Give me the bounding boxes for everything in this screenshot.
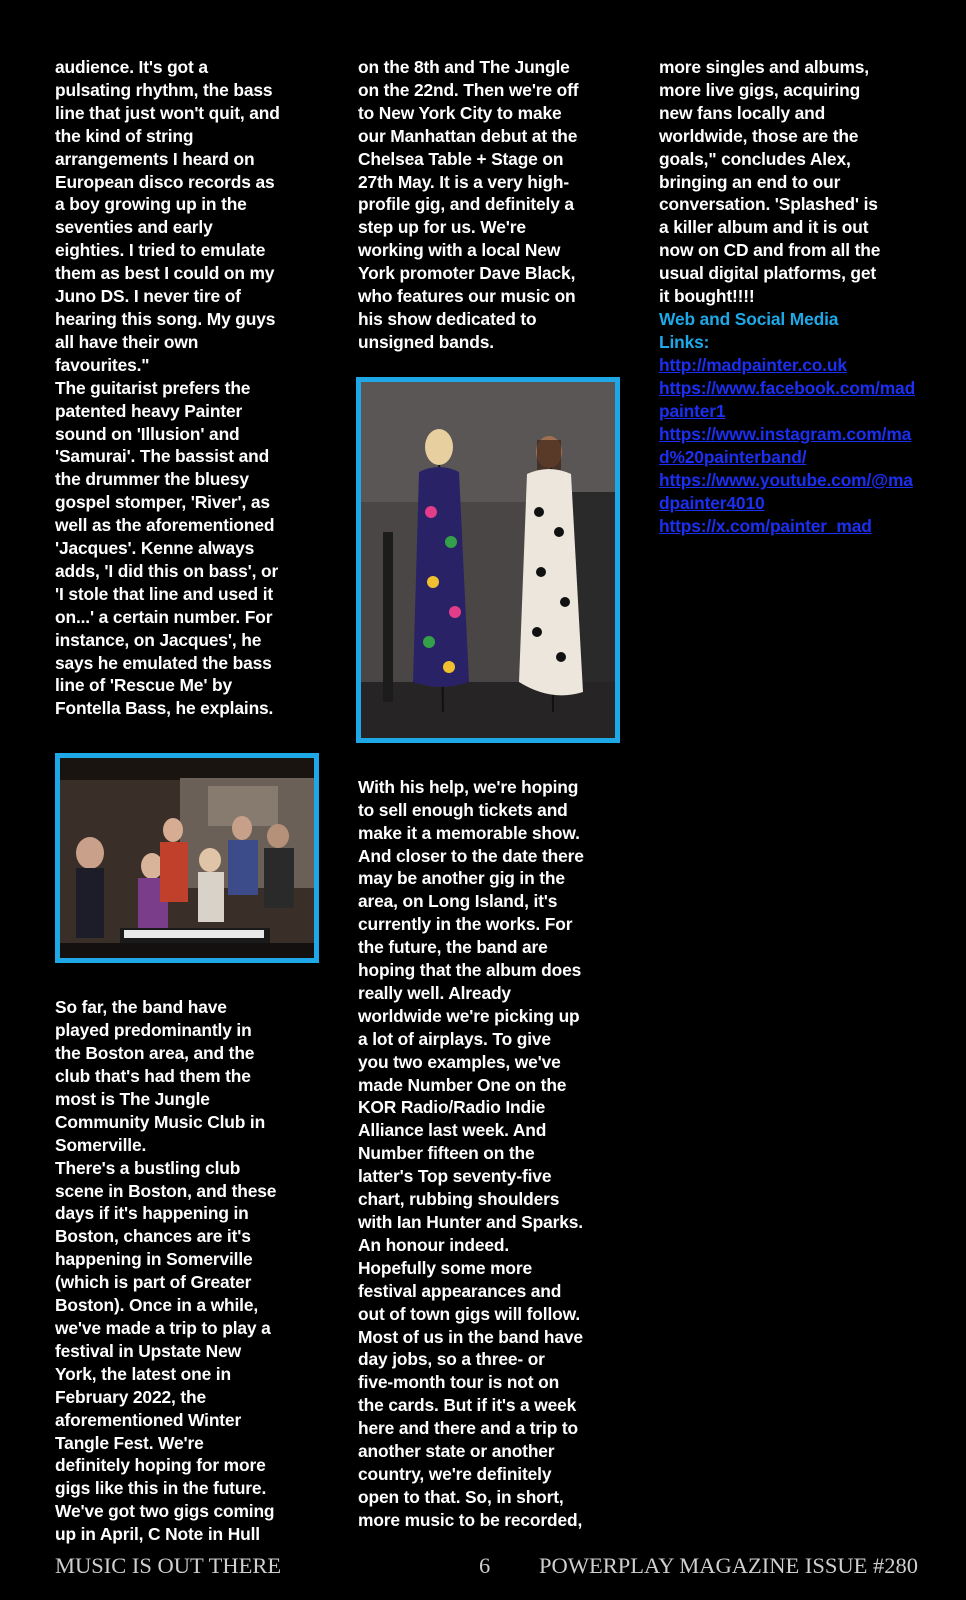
column3-paragraph-1: more singles and albums, more live gigs, acquiring new fans locally and worldwide, those are the goals," concludes Alex, bringing an end to our conversation. 'Splashed' is a killer album and it is out now on CD and from all the usual digital platforms, get it bought!!!! (659, 57, 881, 307)
link-instagram[interactable]: https://www.instagram.com/mad%20painterband/ (659, 423, 912, 467)
page-footer (55, 1553, 918, 1583)
page-number: 6 (479, 1553, 491, 1578)
column1-paragraph-2: So far, the band have played predominantly in the Boston area, and the club that's had them the most is The Jungle Community Music Club in Somerville. There's a bustling club scene in Boston, and these days if it's happening in Boston, chances are it's happening in Somerville (which is part of Greater Boston). Once in a while, we've made a trip to play a festival in Upstate New York, the latest one in February 2022, the aforementioned Winter Tangle Fest. We're definitely hoping for more gigs like this in the future. We've got two gigs coming up in April, C Note in Hull (55, 997, 277, 1545)
footer-section-title: MUSIC IS OUT THERE (55, 1553, 282, 1578)
link-facebook[interactable]: https://www.facebook.com/madpainter1 (659, 377, 916, 421)
links-heading: Web and Social Media Links: (659, 308, 839, 352)
article-column-3 (659, 56, 921, 538)
column2-paragraph-2: With his help, we're hoping to sell enough tickets and make it a memorable show. And closer to the date there may be another gig in the area, on Long Island, it's currently in the works. For the future, the band are hoping that the album does really well. Already worldwide we're picking up a lot of airplays. To give you two examples, we've made Number One on the KOR Radio/Radio Indie Alliance last week. And Number fifteen on the latter's Top seventy-five chart, rubbing shoulders with Ian Hunter and Sparks. An honour indeed. Hopefully some more festival appearances and out of town gigs will follow. Most of us in the band have day jobs, so a three- or five-month tour is not on the cards. But if it's a week here and there and a trip to another state or another country, we're definitely open to that. So, in short, more music to be recorded, (358, 776, 584, 1530)
link-youtube[interactable]: https://www.youtube.com/@madpainter4010 (659, 469, 913, 513)
link-website[interactable]: http://madpainter.co.uk (659, 354, 847, 375)
band-live-photo (55, 753, 319, 963)
column2-paragraph-1: on the 8th and The Jungle on the 22nd. Then we're off to New York City to make our Manhattan debut at the Chelsea Table + Stage on 27th May. It is a very high- profile gig, and definitely a step up for us. We're working with a local New York promoter Dave Black, who features our music on his show dedicated to unsigned bands. (358, 57, 579, 352)
article-column-1 (55, 56, 317, 1546)
article-column-2 (358, 56, 620, 1532)
two-singers-image (361, 382, 615, 738)
band-on-stage-image (60, 758, 314, 958)
link-x[interactable]: https://x.com/painter_mad (659, 515, 872, 536)
singers-photo (356, 377, 620, 743)
footer-magazine-issue: POWERPLAY MAGAZINE ISSUE #280 (539, 1553, 918, 1578)
column1-paragraph-1: audience. It's got a pulsating rhythm, the bass line that just won't quit, and the kind of string arrangements I heard on European disco records as a boy growing up in the seventies and early eighties. I tried to emulate them as best I could on my Juno DS. I never tire of hearing this song. My guys all have their own favourites." The guitarist prefers the patented heavy Painter sound on 'Illusion' and 'Samurai'. The bassist and the drummer the bluesy gospel stomper, 'River', as well as the aforementioned 'Jacques'. Kenne always adds, 'I did this on bass', or 'I stole that line and used it on...' a certain number. For instance, on Jacques', he says he emulated the bass line of 'Rescue Me' by Fontella Bass, he explains. (55, 57, 280, 719)
